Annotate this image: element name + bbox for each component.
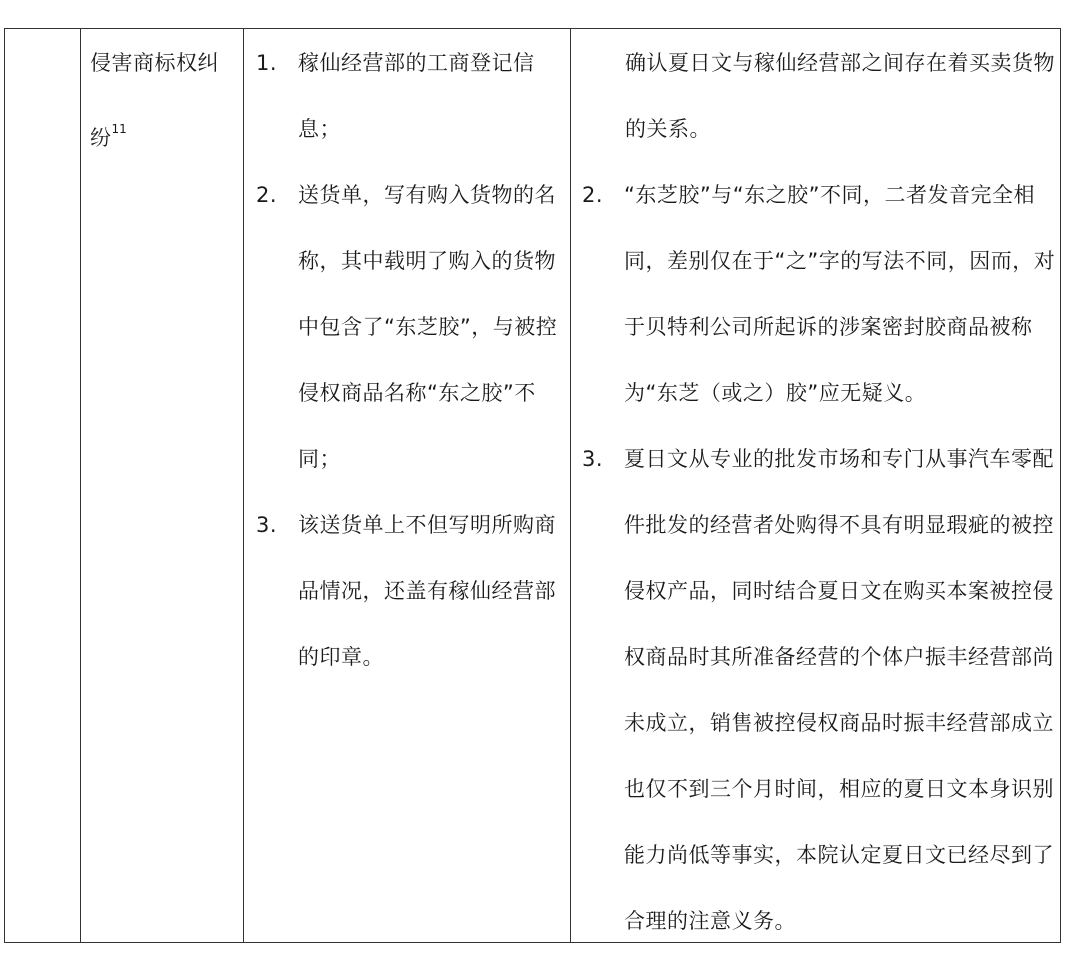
case-type-text [90, 30, 235, 171]
column-border [570, 28, 571, 943]
findings-item [578, 162, 1056, 426]
evidence-item-number: 2. [256, 183, 278, 207]
evidence-item-text: 该送货单上不但写明所购商品情况，还盖有稼仙经营部的印章。 [298, 513, 556, 669]
evidence-item-text: 送货单，写有购入货物的名称，其中载明了购入的货物中包含了“东芝胶”，与被控侵权商品名称“东之胶”不同； [298, 183, 558, 471]
findings-item-text: 夏日文从专业的批发市场和专门从事汽车零配件批发的经营者处购得不具有明显瑕疵的被控侵权产品，同时结合夏日文在购买本案被控侵权商品时其所准备经营的个体户振丰经营部尚未成立，销售被控侵权商品时振丰经营部成立也仅不到三个月时间，相应的夏日文本身识别能力尚低等事实，本院认定夏日文已经尽到了合理的注意义务。 [624, 447, 1054, 933]
findings-cell [578, 30, 1056, 954]
column-border [80, 28, 81, 943]
case-type-title: 侵害商标权纠纷 [90, 51, 219, 150]
evidence-cell [252, 30, 564, 690]
evidence-item [252, 162, 564, 492]
findings-item-text: “东芝胶”与“东之胶”不同，二者发音完全相同，差别仅在于“之”字的写法不同，因而，对于贝特利公司所起诉的涉案密封胶商品被称为“东芝（或之）胶”应无疑义。 [624, 183, 1056, 405]
column-border [4, 28, 5, 943]
evidence-item [252, 30, 564, 162]
table-top-border [4, 28, 1061, 29]
column-border [1060, 28, 1061, 943]
column-border [243, 28, 244, 943]
case-type-cell [90, 30, 235, 171]
findings-item-number: 2. [582, 183, 604, 207]
evidence-item-number: 1. [256, 51, 278, 75]
evidence-item [252, 492, 564, 690]
evidence-item-number: 3. [256, 513, 278, 537]
footnote-marker: 11 [111, 122, 127, 136]
findings-item-number: 3. [582, 447, 604, 471]
findings-lead-text: 确认夏日文与稼仙经营部之间存在着买卖货物的关系。 [625, 51, 1055, 141]
findings-item [578, 426, 1056, 954]
evidence-item-text: 稼仙经营部的工商登记信息； [298, 51, 535, 141]
